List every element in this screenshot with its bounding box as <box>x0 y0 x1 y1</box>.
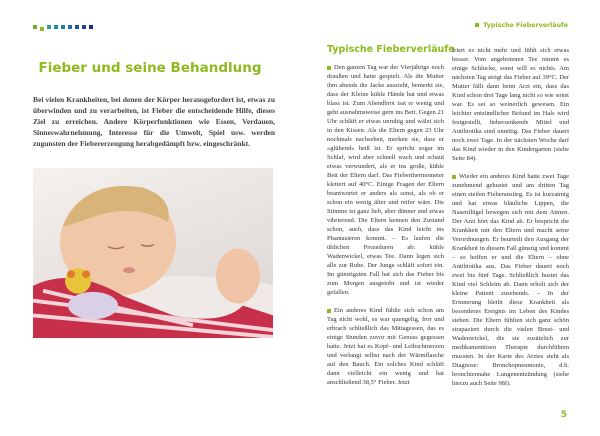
square-icon <box>82 25 86 29</box>
paragraph-text: friert es nicht mehr und fühlt sich etwas besser. Vom angebotenen Tee nimmt es einige Schlucke, sonst will es nichts. Am nächsten Tag steigt das Fieber auf 39°C. Der Mutter fällt dann beim Arzt ein, dass das Kind schon drei Tage lang nicht so wie sonst war. Es sei so weinerlich gewesen. Ein leichter entzündlicher Befund im Hals wird festgestellt, fiebersenkende Mittel und Antibiotika sind unnötig. Das Fieber dauert noch zwei Tage. In der nächsten Woche darf das Kind wieder in den Kindergarten (siehe Seite 84). <box>452 47 569 162</box>
square-bullet-icon <box>327 66 331 70</box>
square-icon <box>89 25 93 29</box>
chapter-title: Fieber und seine Behandlung <box>38 60 262 76</box>
paragraph-text: Den ganzen Tag war der Vierjährige noch draußen und hatte gespielt. Als die Mutter ihm abends die Jacke auszieht, bemerkt sie, dass der Kleine kühle Hände hat und etwas blass ist. Zum Abendbrot isst er wenig und geht ausnahmsweise gern ins Bett. Gegen 21 Uhr schläft er etwas unruhig und wälzt sich in den Kissen. Als die Eltern gegen 23 Uhr nochmals nachsehen, merken sie, dass er »glühend« heiß ist. Er spricht sogar im Schlaf, wird aber schnell wach und schaut etwas verwundert, als er ins große, kühle Bett der Eltern darf. Das Fieberthermometer klettert auf 40°C. Einige Fragen der Eltern beantwortet er anders als sonst, als ob er schon ein wenig älter und reifer wäre. Die Stimme ist ganz lieb, aber dünner und etwas vibrierend. Die Eltern kennen den Zustand schon, auch, dass das Kind leicht ins Phantasieren kommt. – Es laufen die üblichen Prozeduren ab: kühle Wadenwickel, etwas Tee. Dann legen sich alle zur Ruhe. Der Junge schläft sofort ein. Im günstigsten Fall hat sich das Fieber bis zum Morgen ausgetobt und ist wieder gefallen. <box>327 64 444 296</box>
square-icon <box>61 25 65 29</box>
square-icon <box>33 25 37 29</box>
square-icon <box>54 25 58 29</box>
running-head <box>475 22 568 29</box>
text-column-1 <box>327 63 444 396</box>
paragraph <box>327 306 444 387</box>
square-bullet-icon <box>452 175 456 179</box>
intro-paragraph: Bei vielen Krankheiten, bei denen der Körper herausgefordert ist, etwas zu überwinden und zu verarbeiten, ist Fieber die entscheidende Hilfe, dieses Ziel zu erreichen. Andere Körperfunktionen wie Essen, Verdauen, Sinneswahrnehmung, Interesse für die Umwelt, Spiel usw. werden zugunsten der Fiebererzeugung herabgedämpft bzw. eingeschränkt. <box>33 95 275 148</box>
paragraph-text: Ein anderes Kind fühlte sich schon am Tag nicht wohl, es war quengelig, fror und erbrach schließlich das Mittagessen, das es einige Stunden zuvor mit Genuss gegessen hatte. Jetzt hat es Kopf- und Leibschmerzen und verlangt selbst nach der Wärmflasche auf den Bauch. Ein solches Kind schläft dann vielleicht ein wenig und hat anschließend 38,5° Fieber. Jetzt <box>327 307 444 386</box>
sleeping-baby-photo <box>33 168 273 338</box>
square-icon <box>75 25 79 29</box>
paragraph <box>452 172 569 388</box>
running-head-text: Typische Fieberverläufe <box>483 22 568 29</box>
text-column-2 <box>452 46 569 397</box>
decorative-squares <box>33 25 93 31</box>
square-bullet-icon <box>327 309 331 313</box>
paragraph <box>327 63 444 297</box>
page-number: 5 <box>560 410 567 420</box>
right-page <box>300 0 600 436</box>
paragraph <box>452 46 569 163</box>
square-icon <box>47 25 51 29</box>
square-icon <box>40 27 44 31</box>
square-bullet-icon <box>475 23 479 27</box>
section-heading: Typische Fieberverläufe <box>327 44 455 55</box>
square-icon <box>68 25 72 29</box>
paragraph-text: Wieder ein anderes Kind hatte zwei Tage zunehmend gehustet und am dritten Tag einen steilen Fieberanstieg. Es ist kurzatmig und hat etwas bläuliche Lippen, die Nasenflügel bewegen sich mit dem Atmen. Der Arzt hört das Kind ab. Er bespricht die Krankheit mit den Eltern und macht seine Verordnungen. Er beurteilt den Ausgang der Krankheit in diesem Fall günstig und kommt – so hoffen er und die Eltern – ohne Antibiotika aus. Das Fieber dauert noch zwei bis fünf Tage. Schließlich hustet das Kind viel Schleim ab. Dann erholt sich der kleine Patient zusehends. – In der Erinnerung bleibt diese Krankheit als besonderes Ereignis im Leben des Kindes stehen. Die Eltern fühlten sich ganz schön strapaziert durch die vielen Brust- und Wadenwickel, die sie zusätzlich zur medikamentösen Therapie durchführen mussten. In der Karte des Arztes steht als Diagnose: Bronchopneumonie, d.h. bronchiennahe Lungenentzündung (siehe hierzu auch Seite 98f). <box>452 173 569 387</box>
